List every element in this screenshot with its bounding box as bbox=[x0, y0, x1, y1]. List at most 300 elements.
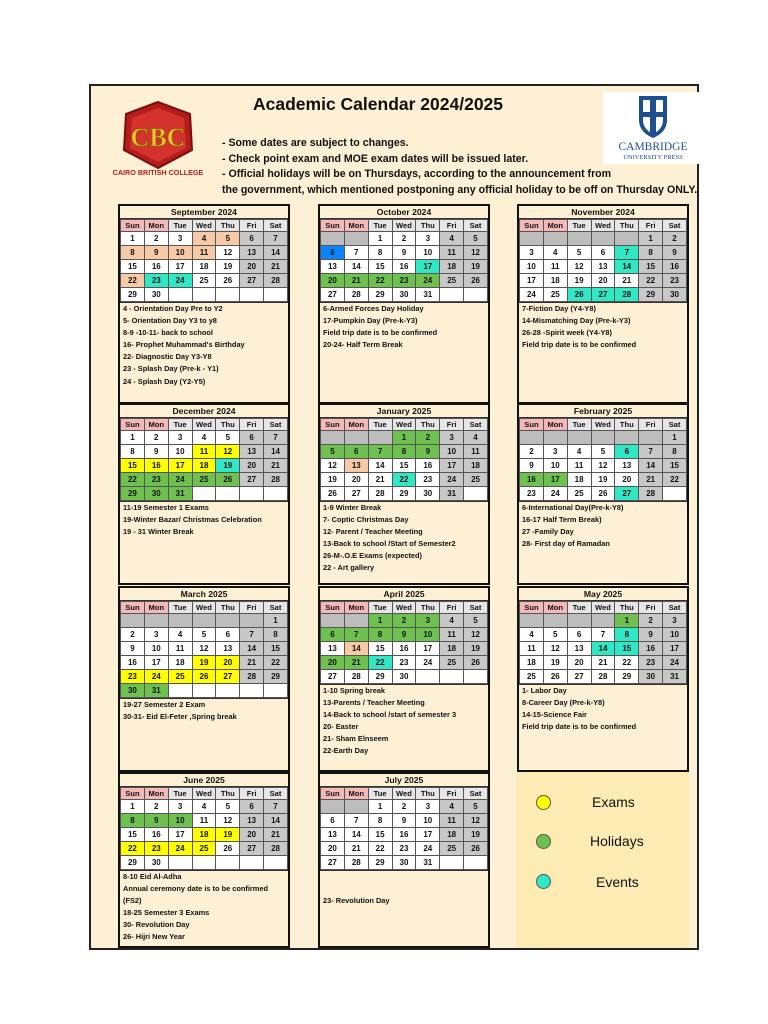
day-cell: 10 bbox=[168, 246, 192, 260]
day-cell: 15 bbox=[368, 642, 392, 656]
day-cell: 16 bbox=[520, 473, 544, 487]
day-cell bbox=[639, 431, 663, 445]
day-cell: 11 bbox=[543, 260, 567, 274]
week-row bbox=[321, 856, 488, 870]
day-cell: 17 bbox=[168, 260, 192, 274]
week-row bbox=[121, 246, 288, 260]
day-cell: 7 bbox=[344, 246, 368, 260]
week-row bbox=[321, 814, 488, 828]
day-cell: 30 bbox=[663, 288, 687, 302]
weekday-header: Sat bbox=[264, 788, 288, 800]
day-cell: 31 bbox=[663, 670, 687, 684]
day-cell bbox=[615, 232, 639, 246]
weekday-header: Wed bbox=[392, 602, 416, 614]
day-cell: 24 bbox=[168, 274, 192, 288]
day-cell: 28 bbox=[639, 487, 663, 501]
day-cell: 31 bbox=[168, 487, 192, 501]
day-cell: 1 bbox=[663, 431, 687, 445]
event-line: 7- Coptic Christmas Day bbox=[323, 515, 409, 525]
day-cell: 20 bbox=[321, 656, 345, 670]
week-row bbox=[321, 445, 488, 459]
day-cell: 17 bbox=[416, 260, 440, 274]
day-cell: 8 bbox=[392, 445, 416, 459]
day-cell: 8 bbox=[615, 628, 639, 642]
month-events bbox=[120, 501, 288, 538]
day-cell: 24 bbox=[416, 656, 440, 670]
event-line: 30- Revolution Day bbox=[123, 920, 190, 930]
day-cell: 21 bbox=[344, 274, 368, 288]
day-cell: 28 bbox=[615, 288, 639, 302]
day-cell: 20 bbox=[615, 473, 639, 487]
weekday-header: Sun bbox=[121, 220, 145, 232]
week-row bbox=[321, 431, 488, 445]
day-cell: 18 bbox=[440, 260, 464, 274]
week-row bbox=[520, 614, 687, 628]
day-cell: 17 bbox=[663, 642, 687, 656]
weekday-header: Thu bbox=[615, 220, 639, 232]
day-cell: 14 bbox=[264, 246, 288, 260]
day-cell: 23 bbox=[520, 487, 544, 501]
event-line: 7-Fiction Day (Y4-Y8) bbox=[522, 304, 596, 313]
week-row bbox=[520, 445, 687, 459]
exam-dot bbox=[536, 795, 551, 810]
day-cell: 13 bbox=[344, 459, 368, 473]
day-cell: 2 bbox=[144, 232, 168, 246]
day-cell: 2 bbox=[392, 800, 416, 814]
month-grid bbox=[120, 787, 288, 870]
month-title: January 2025 bbox=[320, 405, 488, 418]
day-cell: 25 bbox=[168, 670, 192, 684]
note-line: the government, which mentioned postponing any official holiday to be off on Thursday ONLY. bbox=[222, 183, 698, 196]
day-cell: 20 bbox=[567, 656, 591, 670]
day-cell: 23 bbox=[144, 274, 168, 288]
day-cell: 9 bbox=[121, 642, 145, 656]
weekday-header: Fri bbox=[639, 602, 663, 614]
day-cell: 26 bbox=[192, 670, 216, 684]
day-cell bbox=[368, 431, 392, 445]
day-cell: 14 bbox=[368, 459, 392, 473]
day-cell: 17 bbox=[416, 642, 440, 656]
day-cell: 28 bbox=[344, 670, 368, 684]
month-events bbox=[120, 302, 288, 388]
event-line: 26-28 -Spirit week (Y4-Y8) bbox=[522, 328, 612, 338]
day-cell: 14 bbox=[615, 260, 639, 274]
day-cell: 18 bbox=[192, 828, 216, 842]
day-cell: 20 bbox=[216, 656, 240, 670]
day-cell: 22 bbox=[615, 656, 639, 670]
event-line: 17-Pumpkin Day (Pre-k-Y3) bbox=[323, 316, 418, 326]
day-cell bbox=[440, 288, 464, 302]
day-cell: 16 bbox=[121, 656, 145, 670]
day-cell: 21 bbox=[264, 828, 288, 842]
day-cell: 5 bbox=[543, 628, 567, 642]
legend-holidays-label: Holidays bbox=[590, 833, 644, 849]
week-row bbox=[321, 288, 488, 302]
event-line: 23 - Splash Day (Pre-k - Y1) bbox=[123, 364, 219, 374]
day-cell: 17 bbox=[440, 459, 464, 473]
month-grid bbox=[120, 219, 288, 302]
day-cell: 1 bbox=[368, 800, 392, 814]
month-december-2024 bbox=[118, 403, 290, 585]
week-row bbox=[121, 260, 288, 274]
day-cell: 30 bbox=[144, 487, 168, 501]
day-cell: 15 bbox=[663, 459, 687, 473]
event-line: 5- Orientation Day Y3 to y8 bbox=[123, 316, 217, 326]
weekday-header: Wed bbox=[192, 602, 216, 614]
month-march-2025 bbox=[118, 586, 290, 772]
weekday-header: Fri bbox=[240, 602, 264, 614]
month-grid bbox=[320, 787, 488, 870]
cambridge-title: CAMBRIDGE bbox=[618, 141, 688, 153]
day-cell: 10 bbox=[543, 459, 567, 473]
day-cell: 4 bbox=[440, 232, 464, 246]
day-cell: 19 bbox=[464, 260, 488, 274]
day-cell: 3 bbox=[440, 431, 464, 445]
weekday-header: Fri bbox=[240, 419, 264, 431]
day-cell: 29 bbox=[121, 288, 145, 302]
day-cell: 23 bbox=[639, 656, 663, 670]
event-line: 16-17 Half Term Break) bbox=[522, 515, 602, 525]
day-cell: 27 bbox=[591, 288, 615, 302]
day-cell: 20 bbox=[240, 828, 264, 842]
weekday-header: Tue bbox=[567, 419, 591, 431]
day-cell: 12 bbox=[567, 260, 591, 274]
day-cell: 15 bbox=[121, 260, 145, 274]
day-cell: 6 bbox=[615, 445, 639, 459]
day-cell: 9 bbox=[144, 246, 168, 260]
day-cell: 11 bbox=[192, 246, 216, 260]
day-cell: 19 bbox=[567, 274, 591, 288]
month-title: November 2024 bbox=[519, 206, 687, 219]
day-cell: 15 bbox=[264, 642, 288, 656]
day-cell: 1 bbox=[368, 232, 392, 246]
legend-exams-label: Exams bbox=[592, 794, 635, 810]
day-cell bbox=[216, 487, 240, 501]
day-cell: 25 bbox=[567, 487, 591, 501]
day-cell: 22 bbox=[368, 656, 392, 670]
week-row bbox=[520, 656, 687, 670]
weekday-header: Tue bbox=[368, 419, 392, 431]
day-cell: 10 bbox=[663, 628, 687, 642]
day-cell bbox=[216, 856, 240, 870]
day-cell: 28 bbox=[264, 842, 288, 856]
day-cell bbox=[264, 684, 288, 698]
day-cell: 14 bbox=[240, 642, 264, 656]
day-cell: 11 bbox=[192, 814, 216, 828]
event-line: 11-19 Semester 1 Exams bbox=[123, 503, 209, 512]
day-cell: 14 bbox=[344, 260, 368, 274]
week-row bbox=[520, 473, 687, 487]
weekday-header: Wed bbox=[591, 220, 615, 232]
day-cell bbox=[591, 431, 615, 445]
day-cell: 31 bbox=[144, 684, 168, 698]
day-cell: 17 bbox=[168, 828, 192, 842]
day-cell: 20 bbox=[240, 459, 264, 473]
day-cell: 6 bbox=[321, 246, 345, 260]
event-line: 1-9 Winter Break bbox=[323, 503, 382, 512]
day-cell: 7 bbox=[344, 628, 368, 642]
day-cell: 26 bbox=[216, 274, 240, 288]
day-cell: 2 bbox=[392, 232, 416, 246]
day-cell: 2 bbox=[520, 445, 544, 459]
day-cell bbox=[264, 487, 288, 501]
day-cell: 5 bbox=[464, 800, 488, 814]
weekday-header: Sat bbox=[464, 220, 488, 232]
event-line: 14-15-Science Fair bbox=[522, 710, 587, 720]
week-row bbox=[121, 800, 288, 814]
day-cell bbox=[591, 614, 615, 628]
week-row bbox=[121, 670, 288, 684]
day-cell: 6 bbox=[240, 800, 264, 814]
day-cell: 7 bbox=[240, 628, 264, 642]
day-cell: 18 bbox=[192, 459, 216, 473]
day-cell: 18 bbox=[464, 459, 488, 473]
day-cell: 1 bbox=[639, 232, 663, 246]
day-cell: 9 bbox=[663, 246, 687, 260]
day-cell: 15 bbox=[615, 642, 639, 656]
event-line: 30-31- Eid El-Feter ,Spring break bbox=[123, 712, 237, 722]
day-cell: 27 bbox=[240, 473, 264, 487]
day-cell: 31 bbox=[416, 288, 440, 302]
day-cell bbox=[543, 232, 567, 246]
day-cell: 18 bbox=[440, 642, 464, 656]
event-line: Field trip date is to be confirmed bbox=[323, 328, 438, 338]
month-events bbox=[519, 684, 687, 733]
day-cell: 1 bbox=[121, 232, 145, 246]
day-cell: 14 bbox=[264, 814, 288, 828]
month-grid bbox=[120, 601, 288, 698]
week-row bbox=[321, 260, 488, 274]
day-cell bbox=[264, 288, 288, 302]
logo-school-name: CAIRO BRITISH COLLEGE bbox=[112, 168, 204, 177]
day-cell: 1 bbox=[121, 431, 145, 445]
day-cell: 26 bbox=[216, 473, 240, 487]
day-cell: 14 bbox=[591, 642, 615, 656]
day-cell bbox=[543, 614, 567, 628]
day-cell: 2 bbox=[392, 614, 416, 628]
day-cell: 16 bbox=[392, 642, 416, 656]
month-title: June 2025 bbox=[120, 774, 288, 787]
day-cell: 13 bbox=[240, 246, 264, 260]
day-cell: 28 bbox=[368, 487, 392, 501]
month-grid bbox=[320, 601, 488, 684]
notes-block bbox=[222, 136, 697, 198]
week-row bbox=[520, 628, 687, 642]
day-cell: 12 bbox=[216, 814, 240, 828]
day-cell: 19 bbox=[464, 828, 488, 842]
day-cell: 3 bbox=[416, 232, 440, 246]
weekday-header: Thu bbox=[216, 220, 240, 232]
day-cell: 29 bbox=[368, 288, 392, 302]
day-cell: 2 bbox=[121, 628, 145, 642]
day-cell: 7 bbox=[264, 800, 288, 814]
day-cell: 28 bbox=[591, 670, 615, 684]
day-cell: 14 bbox=[344, 828, 368, 842]
day-cell: 17 bbox=[168, 459, 192, 473]
weekday-header: Mon bbox=[344, 220, 368, 232]
day-cell: 23 bbox=[392, 842, 416, 856]
week-row bbox=[520, 487, 687, 501]
day-cell: 4 bbox=[440, 614, 464, 628]
weekday-header: Sun bbox=[520, 220, 544, 232]
month-title: April 2025 bbox=[320, 588, 488, 601]
day-cell bbox=[321, 800, 345, 814]
day-cell: 24 bbox=[168, 842, 192, 856]
day-cell: 20 bbox=[591, 274, 615, 288]
day-cell bbox=[344, 614, 368, 628]
event-line: 24 - Splash Day (Y2-Y5) bbox=[123, 376, 206, 386]
day-cell bbox=[464, 487, 488, 501]
day-cell: 1 bbox=[121, 800, 145, 814]
day-cell: 22 bbox=[663, 473, 687, 487]
logo-letters: CBC bbox=[130, 123, 186, 152]
day-cell: 24 bbox=[144, 670, 168, 684]
week-row bbox=[321, 487, 488, 501]
day-cell: 5 bbox=[192, 628, 216, 642]
event-line: 1- Labor Day bbox=[522, 686, 567, 695]
day-cell bbox=[591, 232, 615, 246]
day-cell: 7 bbox=[368, 445, 392, 459]
event-line bbox=[323, 883, 488, 895]
day-cell: 29 bbox=[639, 288, 663, 302]
weekday-header: Tue bbox=[168, 220, 192, 232]
day-cell: 23 bbox=[144, 842, 168, 856]
event-line: 20- Easter bbox=[323, 722, 359, 732]
day-cell: 8 bbox=[264, 628, 288, 642]
day-cell: 24 bbox=[663, 656, 687, 670]
day-cell: 1 bbox=[368, 614, 392, 628]
weekday-header: Thu bbox=[416, 220, 440, 232]
weekday-header: Sun bbox=[520, 602, 544, 614]
event-line: 19 - 31 Winter Break bbox=[123, 527, 194, 537]
day-cell: 9 bbox=[639, 628, 663, 642]
event-line: 27 -Family Day bbox=[522, 527, 574, 537]
month-events bbox=[120, 698, 288, 723]
week-row bbox=[520, 232, 687, 246]
week-row bbox=[520, 260, 687, 274]
day-cell: 7 bbox=[639, 445, 663, 459]
month-grid bbox=[519, 219, 687, 302]
day-cell bbox=[144, 614, 168, 628]
day-cell: 11 bbox=[567, 459, 591, 473]
day-cell bbox=[240, 614, 264, 628]
month-events bbox=[519, 501, 687, 550]
weekday-header: Tue bbox=[168, 602, 192, 614]
day-cell: 30 bbox=[392, 288, 416, 302]
month-events bbox=[519, 302, 687, 351]
day-cell bbox=[567, 614, 591, 628]
day-cell: 18 bbox=[192, 260, 216, 274]
day-cell: 12 bbox=[591, 459, 615, 473]
weekday-header: Wed bbox=[392, 788, 416, 800]
weekday-header: Wed bbox=[591, 419, 615, 431]
day-cell bbox=[321, 431, 345, 445]
weekday-header: Sun bbox=[121, 419, 145, 431]
day-cell: 18 bbox=[168, 656, 192, 670]
day-cell: 13 bbox=[240, 814, 264, 828]
week-row bbox=[121, 614, 288, 628]
week-row bbox=[321, 614, 488, 628]
event-line: 22-Earth Day bbox=[323, 746, 369, 756]
day-cell: 12 bbox=[543, 642, 567, 656]
weekday-header: Tue bbox=[567, 602, 591, 614]
weekday-header: Sat bbox=[464, 602, 488, 614]
event-line: 6-Armed Forces Day Holiday bbox=[323, 304, 424, 313]
day-cell: 28 bbox=[344, 288, 368, 302]
weekday-header: Sun bbox=[321, 602, 345, 614]
day-cell: 20 bbox=[240, 260, 264, 274]
day-cell: 21 bbox=[264, 260, 288, 274]
day-cell: 25 bbox=[464, 473, 488, 487]
event-line: 16- Prophet Muhammad's Birthday bbox=[123, 340, 245, 350]
day-cell bbox=[264, 856, 288, 870]
week-row bbox=[321, 656, 488, 670]
weekday-header: Tue bbox=[168, 419, 192, 431]
day-cell: 4 bbox=[567, 445, 591, 459]
weekday-header: Mon bbox=[344, 788, 368, 800]
week-row bbox=[520, 459, 687, 473]
day-cell: 2 bbox=[144, 800, 168, 814]
day-cell bbox=[567, 431, 591, 445]
week-row bbox=[121, 642, 288, 656]
month-grid bbox=[320, 418, 488, 501]
week-row bbox=[121, 684, 288, 698]
day-cell: 20 bbox=[321, 842, 345, 856]
day-cell: 16 bbox=[392, 828, 416, 842]
day-cell: 23 bbox=[144, 473, 168, 487]
day-cell: 11 bbox=[168, 642, 192, 656]
day-cell: 11 bbox=[440, 246, 464, 260]
month-grid bbox=[320, 219, 488, 302]
weekday-header: Thu bbox=[615, 602, 639, 614]
day-cell: 16 bbox=[416, 459, 440, 473]
weekday-header: Sat bbox=[264, 602, 288, 614]
week-row bbox=[121, 232, 288, 246]
weekday-header: Tue bbox=[368, 602, 392, 614]
weekday-header: Fri bbox=[440, 602, 464, 614]
day-cell bbox=[663, 487, 687, 501]
day-cell: 3 bbox=[168, 232, 192, 246]
event-line: 20-24- Half Term Break bbox=[323, 340, 403, 350]
day-cell: 2 bbox=[416, 431, 440, 445]
weekday-header: Tue bbox=[368, 220, 392, 232]
day-cell: 28 bbox=[264, 274, 288, 288]
day-cell: 19 bbox=[591, 473, 615, 487]
day-cell: 27 bbox=[321, 670, 345, 684]
week-row bbox=[121, 814, 288, 828]
day-cell: 25 bbox=[440, 274, 464, 288]
week-row bbox=[121, 628, 288, 642]
event-line: Field trip date is to be confirmed bbox=[522, 722, 637, 732]
day-cell: 27 bbox=[615, 487, 639, 501]
day-cell: 23 bbox=[416, 473, 440, 487]
week-row bbox=[321, 628, 488, 642]
week-row bbox=[121, 431, 288, 445]
event-line: 19-27 Semester 2 Exam bbox=[123, 700, 206, 709]
day-cell: 14 bbox=[639, 459, 663, 473]
day-cell: 5 bbox=[567, 246, 591, 260]
month-title: July 2025 bbox=[320, 774, 488, 787]
day-cell: 21 bbox=[240, 656, 264, 670]
week-row bbox=[321, 800, 488, 814]
day-cell: 18 bbox=[543, 274, 567, 288]
day-cell bbox=[520, 614, 544, 628]
day-cell: 13 bbox=[567, 642, 591, 656]
month-april-2025 bbox=[318, 586, 490, 772]
weekday-header: Sun bbox=[321, 419, 345, 431]
day-cell: 28 bbox=[240, 670, 264, 684]
day-cell: 23 bbox=[392, 274, 416, 288]
